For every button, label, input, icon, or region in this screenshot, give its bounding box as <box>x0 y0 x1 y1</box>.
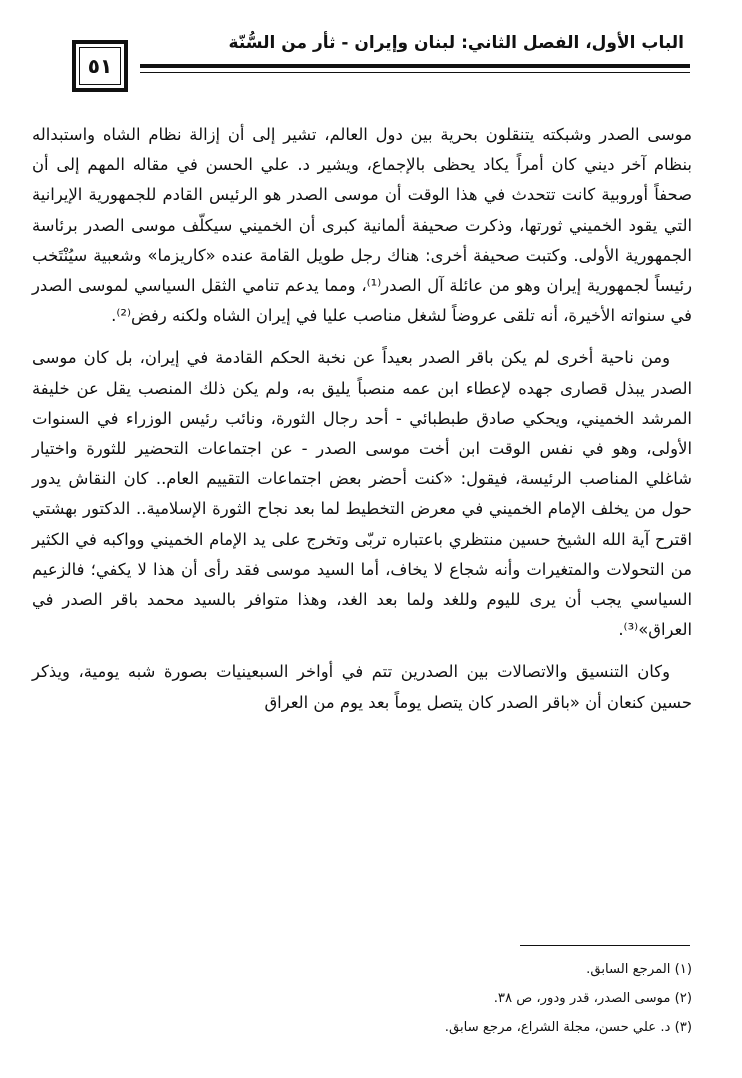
paragraph-3: وكان التنسيق والاتصالات بين الصدرين تتم في أواخر السبعينيات بصورة شبه يومية، ويذكر حسين كنعان أن «باقر الصدر كان يتصل يوماً بعد يوم من العراق <box>32 662 692 712</box>
footnotes <box>32 955 692 1042</box>
footnote-1: (١) المرجع السابق. <box>586 962 692 977</box>
footnote-2: (٢) موسى الصدر، قدر ودور، ص ٣٨. <box>493 991 692 1006</box>
page-number-box <box>72 40 128 92</box>
header-rule-thick <box>140 64 690 68</box>
paragraph-1: موسى الصدر وشبكته يتنقلون بحرية بين دول العالم، تشير إلى أن إزالة نظام الشاه واستبداله بنظام آخر ديني كان أمراً يكاد يحظى بالإجماع، ويشير د. علي الحسن في مقاله المهم إلى أن صحفاً أوروبية كانت تتحدث في هذا الوقت أن موسى الصدر هو الرئيس القادم للجمهورية الإيرانية التي يقود الخميني ثورتها، وذكرت صحيفة ألمانية كبرى أن الخميني سيكلّف موسى الصدر برئاسة الجمهورية الأولى. وكتبت صحيفة أخرى: هناك رجل طويل القامة عنده «كاريزما» وشعبية سيُنْتَخب رئيساً لجمهورية إيران وهو من عائلة آل الصدر⁽¹⁾، ومما يدعم تنامي الثقل السياسي لموسى الصدر في سنواته الأخيرة، أنه تلقى عروضاً لشغل مناصب عليا في إيران الشاه ولكنه رفض⁽²⁾. <box>32 125 692 326</box>
footnote-separator <box>520 945 690 946</box>
running-header-title: الباب الأول، الفصل الثاني: لبنان وإيران - ثأر من السُّنّة <box>228 33 684 53</box>
paragraph-2: ومن ناحية أخرى لم يكن باقر الصدر بعيداً عن نخبة الحكم القادمة في إيران، بل كان موسى الصدر يبذل قصارى جهده لإعطاء ابن عمه منصباً يليق به، ولم يكن ذلك المنصب يقل عن خليفة المرشد الخميني، ويحكي صادق طبطبائي - أحد رجال الثورة، ونائب رئيس الوزراء في السنوات الأولى، وهو في نفس الوقت ابن أخت موسى الصدر - عن اجتماعات التحضير للثورة واختيار شاغلي المناصب الرئيسة، فيقول: «كنت أحضر بعض اجتماعات التقييم العام.. كان النقاش يدور حول من يخلف الإمام الخميني في معرض التخطيط لما بعد نجاح الثورة الإسلامية.. الدكتور بهشتي اقترح آية الله الشيخ حسين منتظري باعتباره تربّى وتخرج على يد الإمام الخميني وواكبه في الكثير من التحولات والمتغيرات وأنه شجاع لا يخاف، أما السيد موسى فقد رأى أن هذا لا يكفي؛ فالزعيم السياسي يجب أن يرى لليوم وللغد ولما بعد الغد، وهذا متوافر بالسيد محمد باقر الصدر في العراق»⁽³⁾. <box>32 348 692 640</box>
body-text <box>32 120 692 718</box>
page-number: ٥١ <box>87 54 113 78</box>
header-rule-thin <box>140 72 690 73</box>
footnote-3: (٣) د. علي حسن، مجلة الشراع، مرجع سابق. <box>444 1020 692 1035</box>
